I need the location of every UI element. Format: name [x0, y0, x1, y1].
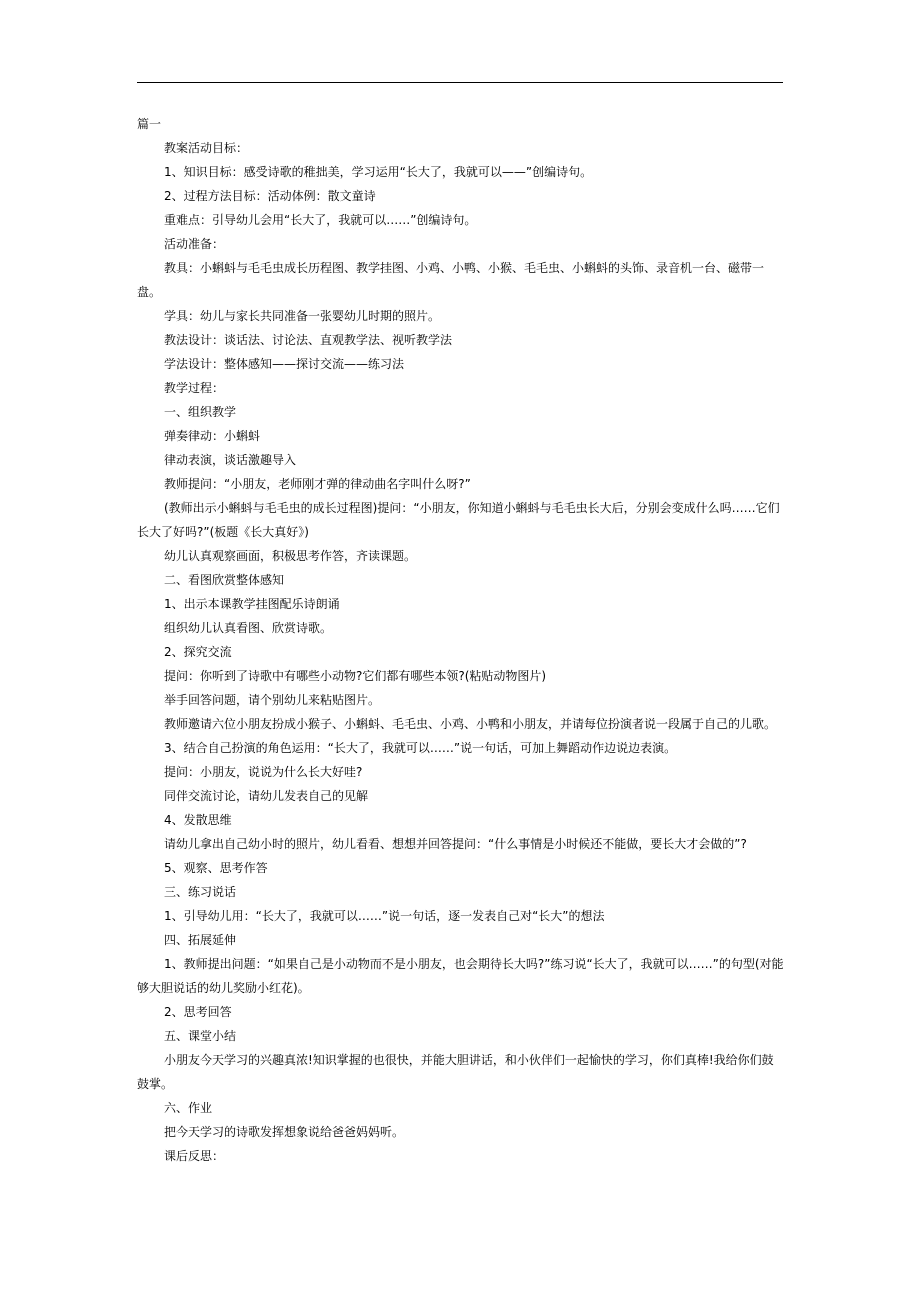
paragraph: 请幼儿拿出自己幼小时的照片，幼儿看看、想想并回答提问：“什么事情是小时候还不能做，要长大才会做的”?	[164, 837, 747, 851]
paragraph: 2、探究交流	[164, 645, 232, 659]
paragraph: 2、过程方法目标：活动体例：散文童诗	[164, 189, 376, 203]
paragraph: 教师邀请六位小朋友扮成小猴子、小蝌蚪、毛毛虫、小鸡、小鸭和小朋友，并请每位扮演者说一段属于自己的儿歌。	[164, 717, 777, 731]
paragraph: 组织幼儿认真看图、欣赏诗歌。	[164, 621, 333, 635]
paragraph: 1、引导幼儿用：“长大了，我就可以……”说一句话，逐一发表自己对“长大”的想法	[164, 909, 605, 923]
paragraph: 律动表演，谈话激趣导入	[164, 453, 297, 467]
paragraph: 教具：小蝌蚪与毛毛虫成长历程图、教学挂图、小鸡、小鸭、小猴、毛毛虫、小蝌蚪的头饰、录音机一台、磁带一盘。	[137, 261, 765, 299]
paragraph: 重难点：引导幼儿会用“长大了，我就可以……”创编诗句。	[164, 213, 477, 227]
header-rule	[137, 82, 783, 83]
paragraph: 4、发散思维	[164, 813, 232, 827]
document-body	[137, 112, 785, 1168]
paragraph: 五、课堂小结	[164, 1029, 237, 1043]
paragraph: 教师提问：“小朋友，老师刚才弹的律动曲名字叫什么呀?”	[164, 477, 471, 491]
paragraph: 举手回答问题，请个别幼儿来粘贴图片。	[164, 693, 381, 707]
paragraph: 幼儿认真观察画面，积极思考作答，齐读课题。	[164, 549, 417, 563]
paragraph: 提问：小朋友，说说为什么长大好哇?	[164, 765, 363, 779]
paragraph: 一、组织教学	[164, 405, 237, 419]
paragraph: 教学过程：	[164, 381, 225, 395]
paragraph: 教法设计：谈话法、讨论法、直观教学法、视听教学法	[164, 333, 453, 347]
paragraph: 把今天学习的诗歌发挥想象说给爸爸妈妈听。	[164, 1125, 405, 1139]
paragraph: (教师出示小蝌蚪与毛毛虫的成长过程图)提问：“小朋友，你知道小蝌蚪与毛毛虫长大后，分别会变成什么吗……它们长大了好吗?”(板题《长大真好》)	[137, 501, 780, 539]
paragraph: 三、练习说话	[164, 885, 237, 899]
paragraph: 2、思考回答	[164, 1005, 232, 1019]
paragraph: 5、观察、思考作答	[164, 861, 268, 875]
paragraph: 课后反思：	[164, 1149, 225, 1163]
paragraph: 教案活动目标：	[164, 141, 249, 155]
paragraph: 活动准备：	[164, 237, 225, 251]
paragraph: 小朋友今天学习的兴趣真浓!知识掌握的也很快，并能大胆讲话，和小伙伴们一起愉快的学习，你们真棒!我给你们鼓鼓掌。	[137, 1053, 774, 1091]
paragraph: 3、结合自己扮演的角色运用：“长大了，我就可以……”说一句话，可加上舞蹈动作边说边表演。	[164, 741, 677, 755]
paragraph: 六、作业	[164, 1101, 213, 1115]
paragraph: 弹奏律动：小蝌蚪	[164, 429, 261, 443]
paragraph: 同伴交流讨论，请幼儿发表自己的见解	[164, 789, 369, 803]
section-heading: 篇一	[137, 117, 162, 131]
paragraph-list	[137, 136, 785, 1168]
paragraph: 四、拓展延伸	[164, 933, 237, 947]
paragraph: 二、看图欣赏整体感知	[164, 573, 285, 587]
paragraph: 1、知识目标：感受诗歌的稚拙美，学习运用“长大了，我就可以——”创编诗句。	[164, 165, 593, 179]
paragraph: 学法设计：整体感知——探讨交流——练习法	[164, 357, 405, 371]
paragraph: 1、教师提出问题：“如果自己是小动物而不是小朋友，也会期待长大吗?”练习说“长大了，我就可以……”的句型(对能够大胆说话的幼儿奖励小红花)。	[137, 957, 784, 995]
paragraph: 提问：你听到了诗歌中有哪些小动物?它们都有哪些本领?(粘贴动物图片)	[164, 669, 547, 683]
paragraph: 1、出示本课教学挂图配乐诗朗诵	[164, 597, 340, 611]
paragraph: 学具：幼儿与家长共同准备一张婴幼儿时期的照片。	[164, 309, 441, 323]
